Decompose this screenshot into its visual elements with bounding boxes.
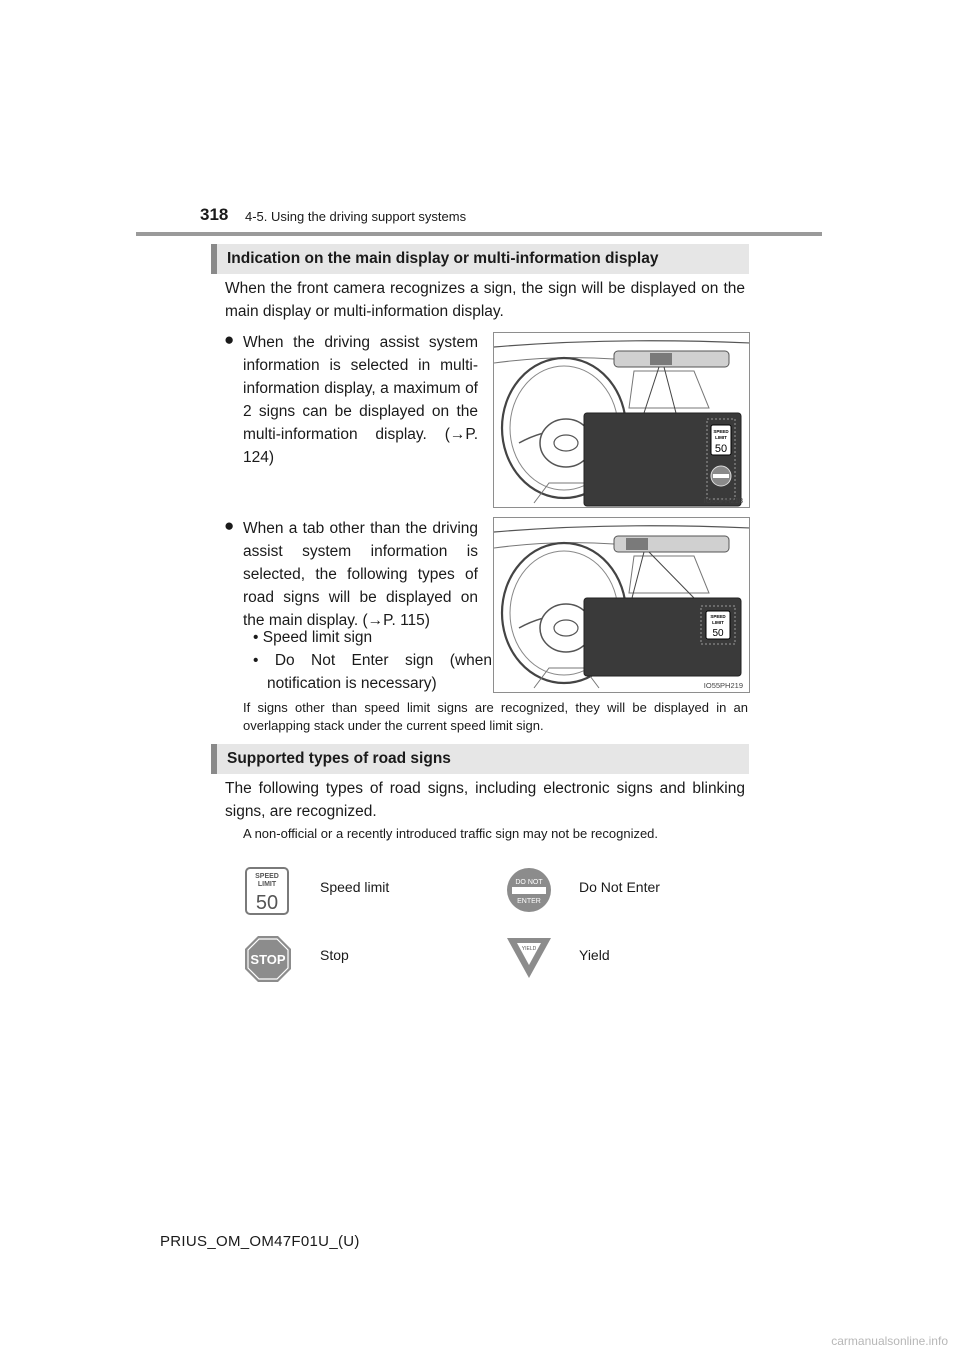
fig2-num-text: 50 <box>712 628 724 639</box>
yield-sign-icon <box>506 937 552 984</box>
svg-text:50: 50 <box>255 892 279 914</box>
svg-text:DO NOT: DO NOT <box>515 879 543 886</box>
stop-sign-icon <box>244 935 292 988</box>
bullet-icon: ● <box>224 330 235 349</box>
watermark: carmanualsonline.info <box>831 1334 948 1348</box>
speed-limit-sign-icon <box>244 867 290 920</box>
figure-code-1: IO55PH218 <box>703 496 743 505</box>
bullet-icon: ● <box>224 516 235 535</box>
section2-intro: The following types of road signs, including electronic signs and blinking signs, are recognized. <box>225 780 745 820</box>
figure-main-display <box>493 517 750 693</box>
section2-note: A non-official or a recently introduced traffic sign may not be recognized. <box>243 826 659 841</box>
svg-text:ENTER: ENTER <box>517 898 541 905</box>
sub-item-do-not-enter: • Do Not Enter sign (when notification is necessary) <box>253 652 493 692</box>
dashboard-illustration-2 <box>494 518 750 693</box>
bullet-text-main-display: When a tab other than the driving assist system information is selected, the following types of road signs will be displayed on the main display. (→P. 115) <box>243 520 478 629</box>
bullet-text-driving-assist: When the driving assist system information is selected in multi-information display, a maximum of 2 signs can be displayed on the multi-information display. (→P. 124) <box>243 334 478 466</box>
document-code: PRIUS_OM_OM47F01U_(U) <box>160 1233 360 1250</box>
section1-intro: When the front camera recognizes a sign, the sign will be displayed on the main display or multi-information display. <box>225 280 745 320</box>
sign-label-stop: Stop <box>320 947 349 963</box>
section1-note: If signs other than speed limit signs are recognized, they will be displayed in an overlapping stack under the current speed limit sign. <box>243 700 748 733</box>
section-heading-supported-signs: Supported types of road signs <box>211 744 749 774</box>
sign-label-do-not-enter: Do Not Enter <box>579 879 660 895</box>
fig1-num-text: 50 <box>714 443 728 455</box>
figure-code-2: IO55PH219 <box>703 681 743 690</box>
fig2-limit-text: LIMIT <box>712 620 724 625</box>
svg-text:LIMIT: LIMIT <box>257 881 277 888</box>
fig1-limit-text: LIMIT <box>715 435 727 440</box>
chapter-title: 4-5. Using the driving support systems <box>245 209 467 224</box>
svg-text:YIELD: YIELD <box>521 946 537 952</box>
svg-text:STOP: STOP <box>250 952 286 967</box>
page-number: 318 <box>200 205 229 224</box>
do-not-enter-sign-icon <box>506 867 552 918</box>
fig1-speed-text: SPEED <box>713 429 729 434</box>
sub-item-speed-limit: • Speed limit sign <box>253 629 373 646</box>
svg-text:SPEED: SPEED <box>255 873 279 880</box>
fig2-speed-text: SPEED <box>710 614 726 619</box>
sign-label-yield: Yield <box>579 947 610 963</box>
sign-label-speed-limit: Speed limit <box>320 879 390 895</box>
section-heading-indication: Indication on the main display or multi-information display <box>211 244 749 274</box>
figure-multi-info-display <box>493 332 750 508</box>
header-rule <box>136 232 822 236</box>
dashboard-illustration-1 <box>494 333 750 508</box>
